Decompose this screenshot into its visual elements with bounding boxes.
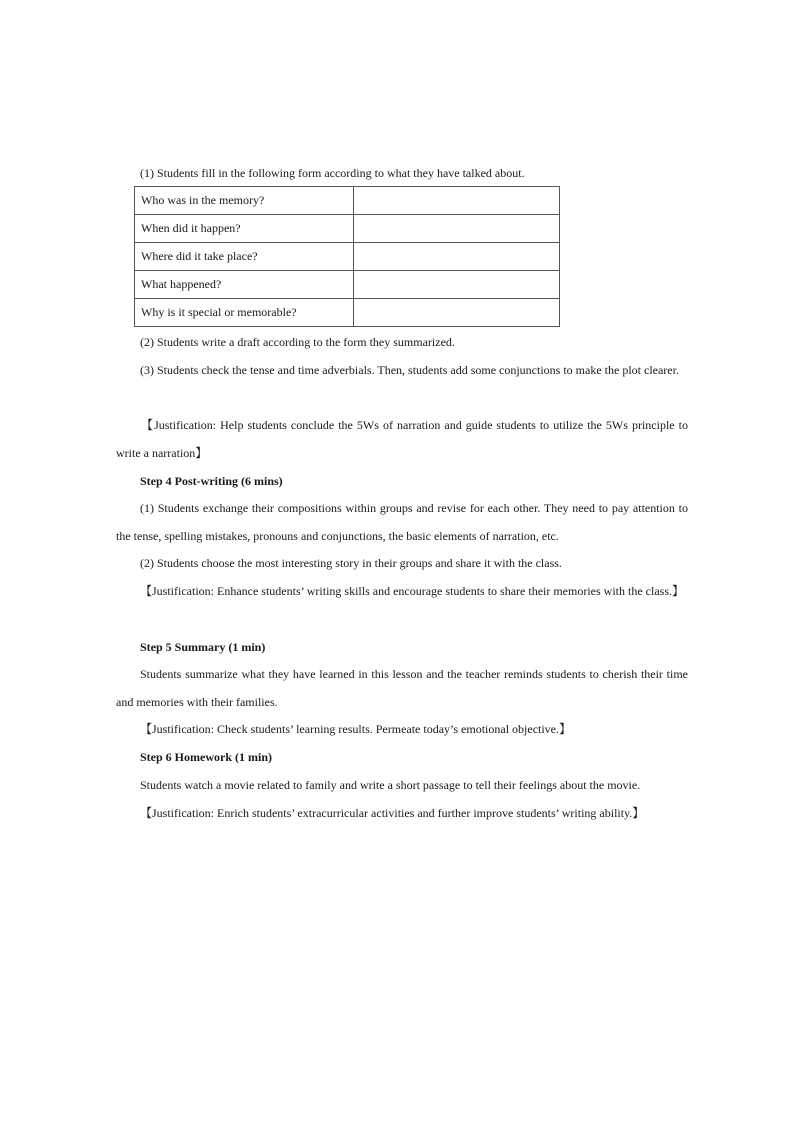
step4-item-1-text: (1) Students exchange their compositions within groups and revise for each other. They need to pay attention to the tense, spelling mistakes, pronouns and conjunctions, the basic elements of narration, etc. — [116, 501, 688, 543]
form-instruction: (1) Students fill in the following form according to what they have talked about. — [140, 166, 525, 180]
memory-form-table — [134, 186, 560, 327]
table-row — [135, 187, 560, 215]
step3-justification-text: 【Justification: Help students conclude the 5Ws of narration and guide students to utilize the 5Ws principle to write a narration】 — [116, 418, 688, 460]
step3-item-3 — [116, 356, 688, 384]
form-question: Why is it special or memorable? — [135, 299, 354, 327]
step3-item-3-text: (3) Students check the tense and time adverbials. Then, students add some conjunctions to make the plot clearer. — [140, 363, 679, 377]
form-answer-cell — [354, 271, 560, 299]
step3-item-2: (2) Students write a draft according to the form they summarized. — [140, 335, 455, 349]
form-question: Where did it take place? — [135, 243, 354, 271]
step5-justification: 【Justification: Check students’ learning results. Permeate today’s emotional objective.】 — [140, 722, 572, 736]
step6-justification: 【Justification: Enrich students’ extracurricular activities and further improve students’ writing ability.】 — [140, 806, 645, 820]
step3-justification — [116, 411, 688, 467]
table-row — [135, 271, 560, 299]
step4-justification-text: 【Justification: Enhance students’ writing skills and encourage students to share their memories with the class.】 — [140, 584, 684, 598]
form-answer-cell — [354, 187, 560, 215]
step5-heading: Step 5 Summary (1 min) — [140, 640, 266, 654]
form-answer-cell — [354, 243, 560, 271]
step5-text-body: Students summarize what they have learned in this lesson and the teacher reminds students to cherish their time and memories with their families. — [116, 667, 688, 709]
form-question: What happened? — [135, 271, 354, 299]
step4-item-1 — [116, 494, 688, 550]
step6-heading: Step 6 Homework (1 min) — [140, 750, 272, 764]
table-row — [135, 243, 560, 271]
step6-text: Students watch a movie related to family and write a short passage to tell their feelings about the movie. — [140, 778, 641, 792]
table-row — [135, 299, 560, 327]
step4-heading: Step 4 Post-writing (6 mins) — [140, 474, 283, 488]
form-answer-cell — [354, 299, 560, 327]
step5-text — [116, 660, 688, 716]
table-row — [135, 215, 560, 243]
step4-justification — [116, 577, 688, 605]
form-answer-cell — [354, 215, 560, 243]
step4-item-2: (2) Students choose the most interesting story in their groups and share it with the class. — [140, 556, 562, 570]
form-question: Who was in the memory? — [135, 187, 354, 215]
form-question: When did it happen? — [135, 215, 354, 243]
